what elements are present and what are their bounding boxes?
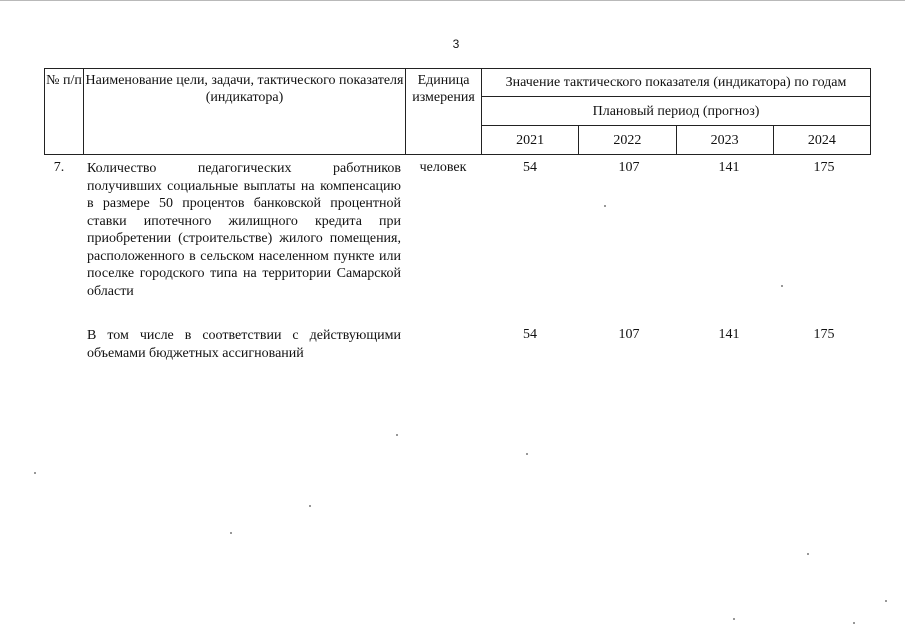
header-unit: Единица измерения: [406, 69, 482, 155]
row-value-2021: 54: [523, 160, 537, 175]
scan-speck: [396, 434, 398, 436]
scan-speck: [34, 472, 36, 474]
header-year-2023: 2023: [676, 126, 773, 155]
scan-speck: [807, 553, 809, 555]
subrow-value-2024: 175: [813, 327, 835, 342]
page-number: 3: [452, 37, 460, 51]
subrow-value-2023: 141: [718, 327, 740, 342]
header-year-2022: 2022: [579, 126, 676, 155]
subrow-value-2021: 54: [523, 327, 537, 342]
row-unit: человек: [419, 160, 467, 175]
scan-speck: [853, 622, 855, 624]
subrow-indicator-name: В том числе в соответствии с действующими объемами бюджетных ассигнований: [87, 328, 401, 361]
row-indicator-name: Количество педагогических работников получивших социальные выплаты на компенсацию в размере 50 процентов банковской процентной ставки ипотечного жилищного кредита при приобретении (строительстве) жилого помещения, расположенного в сельском населенном пункте или поселке городского типа на территории Самарской области: [87, 161, 401, 299]
header-values-by-year: Значение тактического показателя (индикатора) по годам: [482, 69, 871, 97]
scan-speck: [526, 453, 528, 455]
scan-speck: [309, 505, 311, 507]
scan-speck: [781, 285, 783, 287]
indicator-table-header: [44, 68, 871, 155]
row-value-2023: 141: [718, 160, 740, 175]
row-value-2024: 175: [813, 160, 835, 175]
header-number: № п/п: [45, 69, 84, 155]
subrow-value-2022: 107: [618, 327, 640, 342]
scan-speck: [604, 205, 606, 207]
scan-top-edge: [0, 0, 905, 1]
header-year-2024: 2024: [773, 126, 870, 155]
scan-speck: [885, 600, 887, 602]
header-planned-period: Плановый период (прогноз): [482, 97, 871, 126]
scan-speck: [230, 532, 232, 534]
header-year-2021: 2021: [482, 126, 579, 155]
row-value-2022: 107: [618, 160, 640, 175]
scan-speck: [733, 618, 735, 620]
header-name: Наименование цели, задачи, тактического показателя (индикатора): [84, 69, 406, 155]
row-number: 7.: [53, 160, 65, 175]
